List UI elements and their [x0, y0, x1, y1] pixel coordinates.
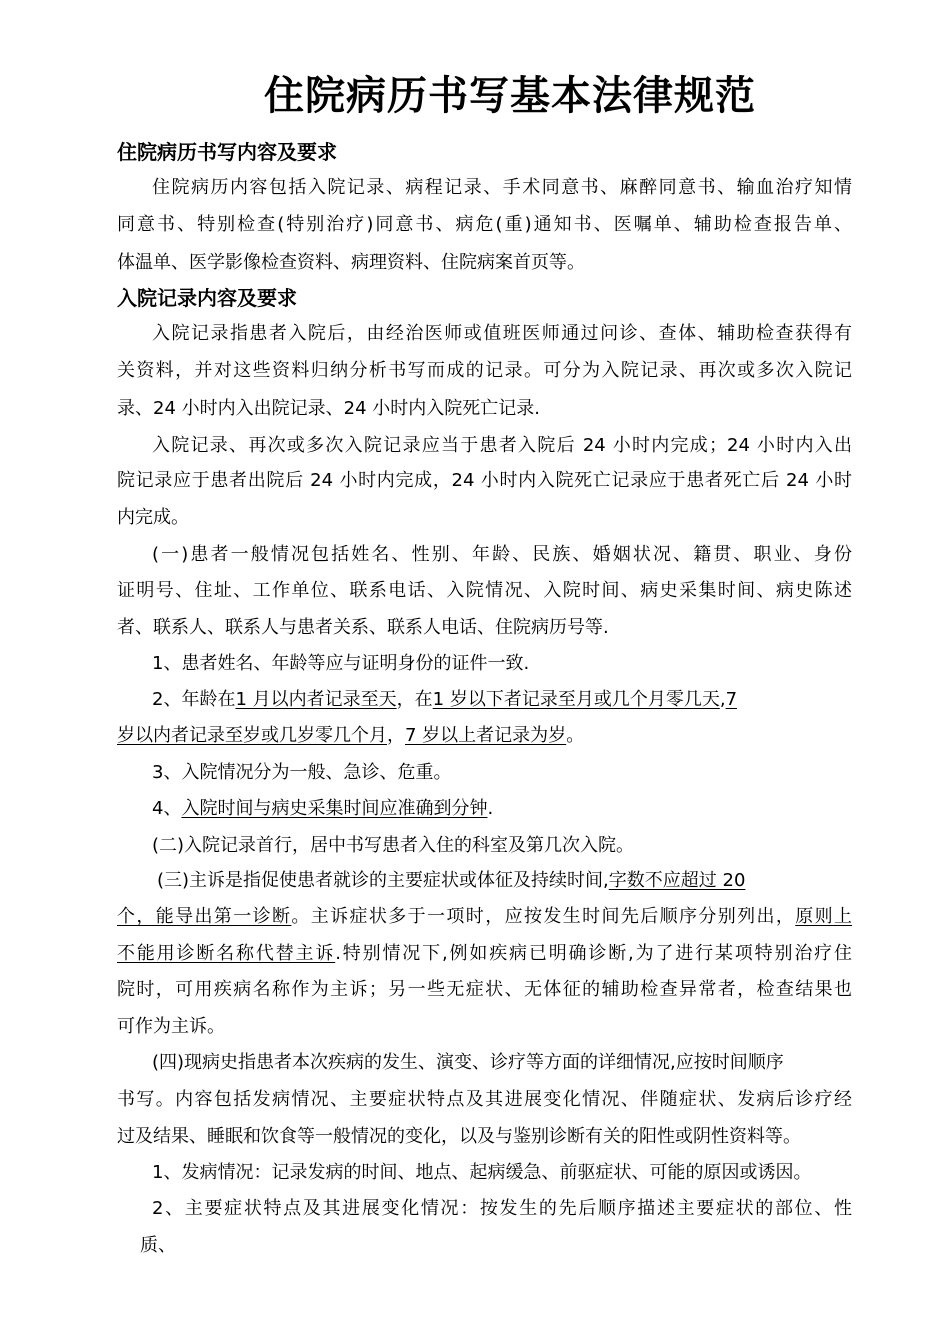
document-title: 住院病历书写基本法律规范 [264, 73, 756, 119]
underlined-text: 不能用诊断名称代替主诉 [117, 943, 336, 964]
paragraph-line: 不能用诊断名称代替主诉.特别情况下,例如疾病已明确诊断,为了进行某项特别治疗住 [117, 943, 852, 964]
list-item: 2、主要症状特点及其进展变化情况：按发生的先后顺序描述主要症状的部位、性 [152, 1198, 852, 1219]
underlined-text: 7 [725, 689, 738, 710]
list-item: 1、患者姓名、年龄等应与证明身份的证件一致. [152, 653, 530, 674]
paragraph-line: 证明号、住址、工作单位、联系电话、入院情况、入院时间、病史采集时间、病史陈述 [117, 580, 852, 601]
paragraph-line: 同意书、特别检查(特别治疗)同意书、病危(重)通知书、医嘱单、辅助检查报告单、 [117, 214, 852, 235]
paragraph-line: 院记录应于患者出院后 24 小时内完成，24 小时内入院死亡记录应于患者死亡后 24 小时 [117, 470, 852, 491]
paragraph-line: 书写。内容包括发病情况、主要症状特点及其进展变化情况、伴随症状、发病后诊疗经 [117, 1089, 852, 1110]
underlined-text: 1 岁以下者记录至月或几个月零几天 [432, 689, 720, 710]
underlined-text: 岁以内者记录至岁或几岁零几个月 [117, 725, 387, 746]
paragraph-line: (一)患者一般情况包括姓名、性别、年龄、民族、婚姻状况、籍贯、职业、身份 [152, 544, 852, 565]
paragraph-line: (二)入院记录首行，居中书写患者入住的科室及第几次入院。 [152, 835, 635, 856]
paragraph-line: (三)主诉是指促使患者就诊的主要症状或体征及持续时间,字数不应超过 20 [157, 870, 746, 891]
underlined-text: 7 岁以上者记录为岁 [405, 725, 567, 746]
list-item-continuation: 质、 [140, 1235, 176, 1256]
paragraph-line: 入院记录指患者入院后，由经治医师或值班医师通过问诊、查体、辅助检查获得有 [152, 323, 852, 344]
paragraph-line: 过及结果、睡眠和饮食等一般情况的变化，以及与鉴别诊断有关的阳性或阴性资料等。 [117, 1126, 801, 1147]
paragraph-line: 可作为主诉。 [117, 1016, 225, 1037]
underlined-text: 入院时间与病史采集时间应准确到分钟 [181, 798, 488, 819]
paragraph-line: 入院记录、再次或多次入院记录应当于患者入院后 24 小时内完成；24 小时内入出 [152, 435, 852, 456]
paragraph-line: 体温单、医学影像检查资料、病理资料、住院病案首页等。 [117, 252, 585, 273]
paragraph-line: (四)现病史指患者本次疾病的发生、演变、诊疗等方面的详细情况,应按时间顺序 [152, 1052, 784, 1073]
paragraph-line: 录、24 小时内入出院记录、24 小时内入院死亡记录. [117, 398, 540, 419]
section-heading-inpatient-record-content: 住院病历书写内容及要求 [117, 140, 337, 164]
list-item: 3、入院情况分为一般、急诊、危重。 [152, 762, 452, 783]
list-item: 1、发病情况：记录发病的时间、地点、起病缓急、前驱症状、可能的原因或诱因。 [152, 1162, 812, 1183]
section-heading-admission-record: 入院记录内容及要求 [117, 286, 297, 310]
list-item: 2、年龄在1 月以内者记录至天，在1 岁以下者记录至月或几个月零几天,7 [152, 689, 738, 710]
underlined-text: 1 月以内者记录至天 [235, 689, 397, 710]
list-item: 4、入院时间与病史采集时间应准确到分钟. [152, 798, 494, 819]
paragraph-line: 住院病历内容包括入院记录、病程记录、手术同意书、麻醉同意书、输血治疗知情 [152, 177, 852, 198]
underlined-text: 字数不应超过 20 [608, 870, 746, 891]
paragraph-line: 关资料，并对这些资料归纳分析书写而成的记录。可分为入院记录、再次或多次入院记 [117, 360, 852, 381]
underlined-text: 原则上 [795, 906, 853, 927]
paragraph-line: 院时，可用疾病名称作为主诉；另一些无症状、无体征的辅助检查异常者，检查结果也 [117, 979, 852, 1000]
paragraph-line: 者、联系人、联系人与患者关系、联系人电话、住院病历号等. [117, 617, 609, 638]
paragraph-line: 个，能导出第一诊断。主诉症状多于一项时，应按发生时间先后顺序分别列出，原则上 [117, 906, 853, 927]
underlined-text: 个，能导出第一诊断 [117, 906, 292, 927]
list-item-continuation: 岁以内者记录至岁或几岁零几个月，7 岁以上者记录为岁。 [117, 725, 585, 746]
paragraph-line: 内完成。 [117, 507, 189, 528]
